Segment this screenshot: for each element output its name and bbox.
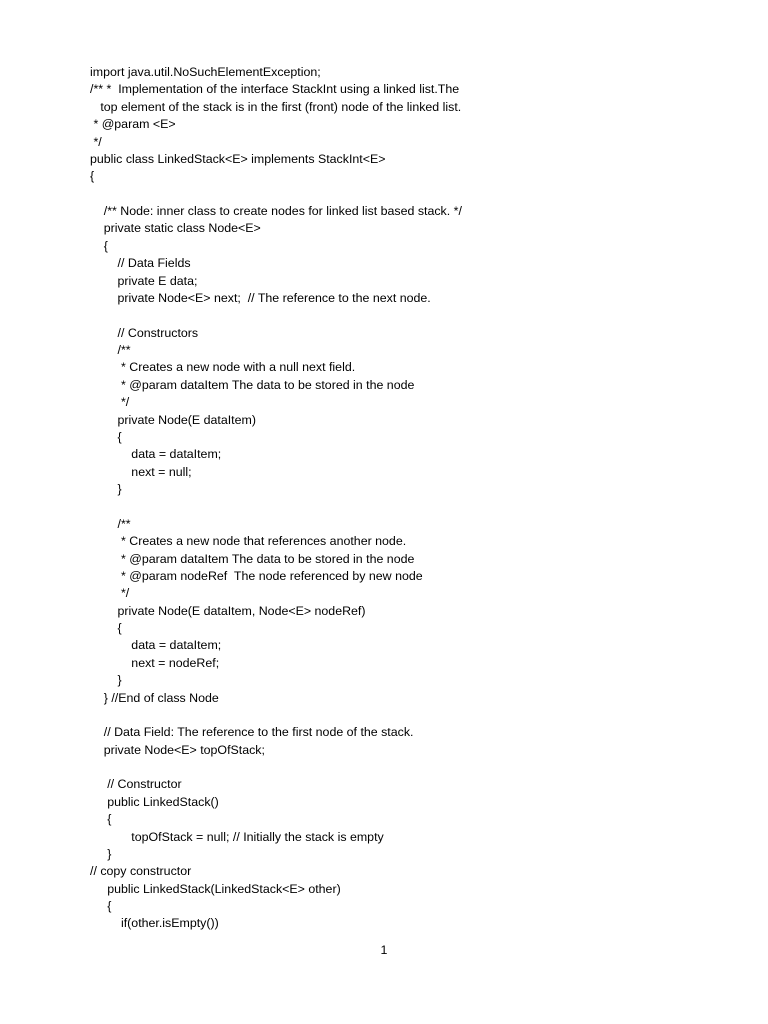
code-line: */ xyxy=(90,134,102,149)
code-line: public LinkedStack() xyxy=(90,794,219,809)
code-line: // Data Fields xyxy=(90,256,191,271)
code-line xyxy=(90,307,730,324)
code-line: * @param dataItem The data to be stored in the node xyxy=(90,377,415,392)
code-line: * @param <E> xyxy=(90,117,176,132)
code-line: } //End of class Node xyxy=(90,690,219,705)
code-line: { xyxy=(90,169,95,184)
code-line: * @param dataItem The data to be stored in the node xyxy=(90,551,415,566)
code-line xyxy=(90,759,730,776)
code-line: public LinkedStack(LinkedStack<E> other) xyxy=(90,881,341,896)
code-line xyxy=(90,707,730,724)
code-line: private Node(E dataItem, Node<E> nodeRef) xyxy=(90,603,366,618)
code-line: } xyxy=(90,846,112,861)
code-line: { xyxy=(90,899,112,913)
code-line: * Creates a new node that references another node. xyxy=(90,534,407,549)
code-line: next = null; xyxy=(90,464,192,479)
code-line: } xyxy=(90,673,122,688)
code-line: */ xyxy=(90,586,130,601)
code-line: /** * Implementation of the interface StackInt using a linked list.The xyxy=(90,82,460,97)
code-line: { xyxy=(90,238,108,253)
code-line: top element of the stack is in the first (front) node of the linked list. xyxy=(90,99,462,114)
code-line: /** xyxy=(90,343,131,357)
code-line: /** Node: inner class to create nodes for linked list based stack. */ xyxy=(90,204,462,218)
code-line: } xyxy=(90,482,122,496)
code-line: data = dataItem; xyxy=(90,447,222,462)
code-line: topOfStack = null; // Initially the stack is empty xyxy=(90,829,384,844)
code-line: private Node<E> next; // The reference to the next node. xyxy=(90,290,431,305)
code-line: private Node<E> topOfStack; xyxy=(90,742,265,757)
code-line xyxy=(90,498,730,515)
page-number: 1 xyxy=(380,943,388,957)
code-line: private E data; xyxy=(90,273,198,288)
code-line xyxy=(90,186,730,203)
code-line: data = dataItem; xyxy=(90,638,222,653)
code-line: private static class Node<E> xyxy=(90,221,261,236)
code-line: next = nodeRef; xyxy=(90,655,220,670)
code-line: { xyxy=(90,812,112,827)
code-line: // Constructors xyxy=(90,325,199,340)
code-line: // Data Field: The reference to the first node of the stack. xyxy=(90,725,414,740)
code-line: if(other.isEmpty()) xyxy=(90,916,219,931)
code-line: { xyxy=(90,621,122,635)
code-line: // copy constructor xyxy=(90,864,192,879)
code-line: */ xyxy=(90,395,130,410)
code-block xyxy=(90,64,730,933)
code-line: * Creates a new node with a null next field. xyxy=(90,360,356,375)
code-line: import java.util.NoSuchElementException; xyxy=(90,65,321,79)
code-line: { xyxy=(90,429,122,444)
code-line: * @param nodeRef The node referenced by new node xyxy=(90,568,423,583)
code-line: /** xyxy=(90,516,131,531)
code-line: // Constructor xyxy=(90,777,182,792)
code-line: public class LinkedStack<E> implements StackInt<E> xyxy=(90,151,386,166)
code-line: private Node(E dataItem) xyxy=(90,412,256,427)
